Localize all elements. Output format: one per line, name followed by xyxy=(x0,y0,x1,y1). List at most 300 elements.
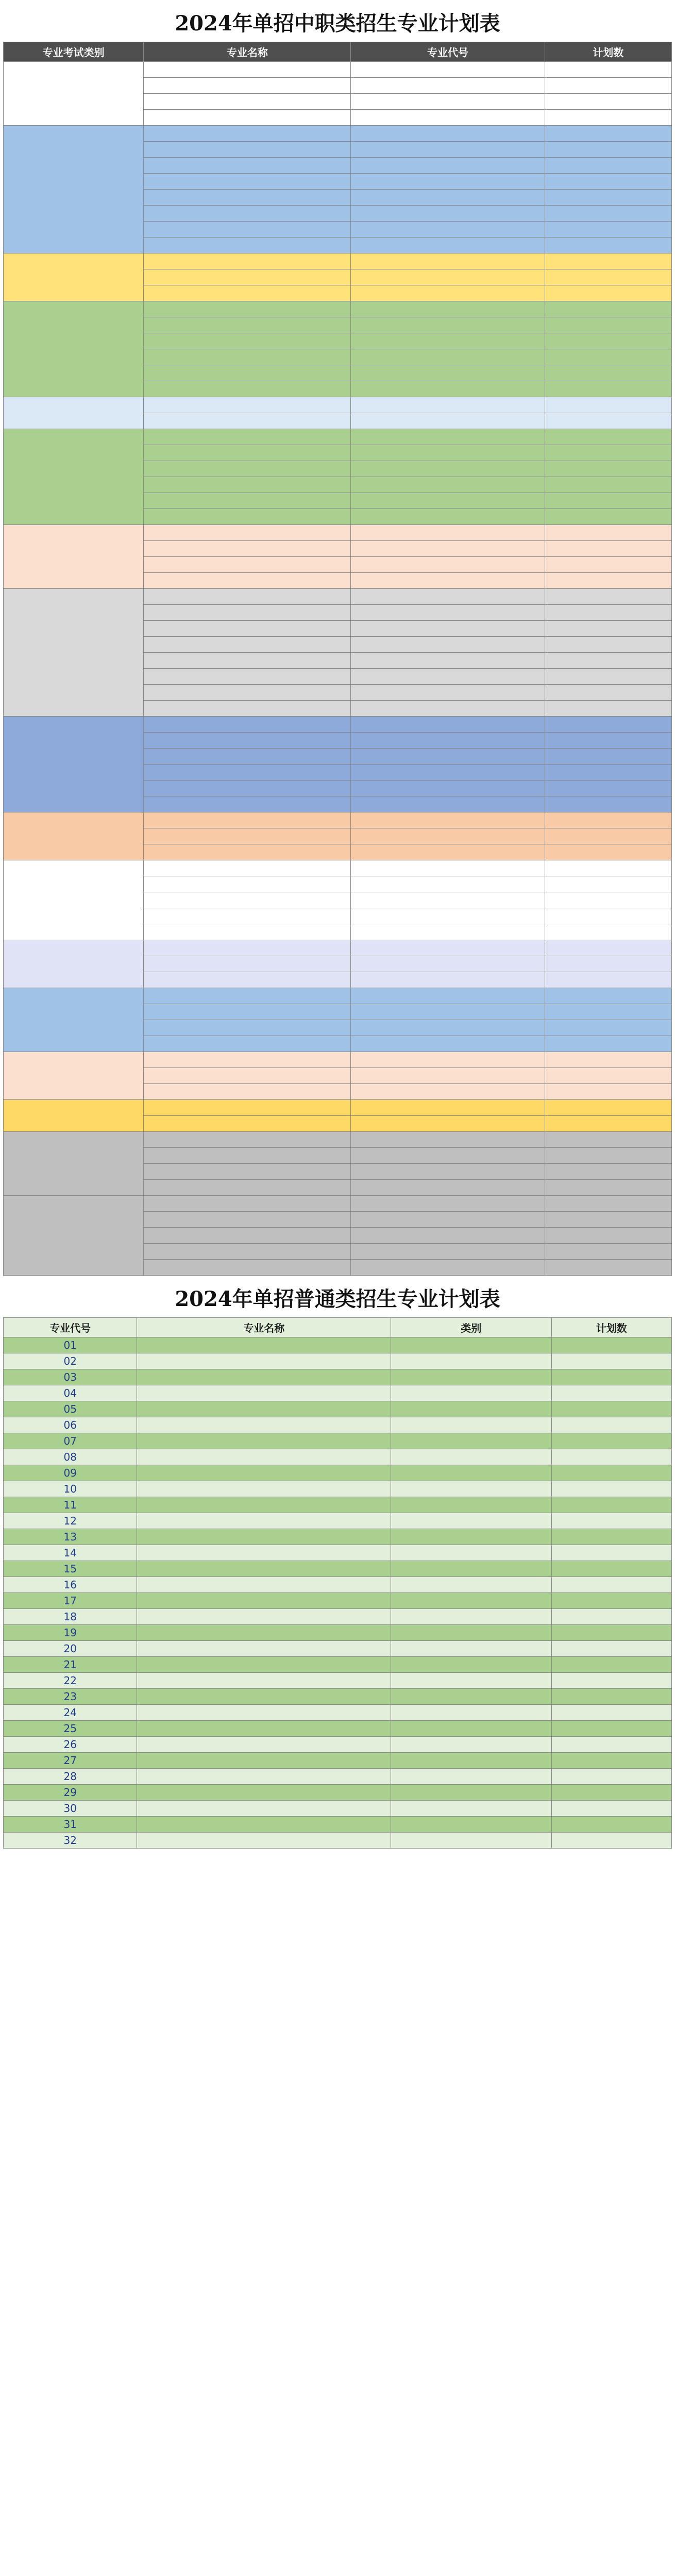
major-name-cell xyxy=(144,637,351,653)
major-name-cell xyxy=(137,1465,391,1481)
plan-count-cell xyxy=(551,1721,671,1737)
major-name-cell xyxy=(144,1260,351,1276)
major-code-cell: 31 xyxy=(4,1817,137,1833)
plan-count-cell xyxy=(545,860,671,876)
type-cell xyxy=(391,1577,551,1593)
major-code-cell xyxy=(351,749,545,765)
major-code-cell xyxy=(351,1020,545,1036)
table-row xyxy=(4,1801,672,1817)
major-code-cell xyxy=(351,589,545,605)
plan-count-cell xyxy=(545,206,671,222)
category-cell xyxy=(4,717,144,812)
table-row xyxy=(4,812,672,828)
plan-count-cell xyxy=(545,781,671,796)
major-name-cell xyxy=(137,1721,391,1737)
major-code-cell xyxy=(351,892,545,908)
major-name-cell xyxy=(144,669,351,685)
major-name-cell xyxy=(144,605,351,621)
major-name-cell xyxy=(144,126,351,142)
major-code-cell: 08 xyxy=(4,1449,137,1465)
major-name-cell xyxy=(144,1180,351,1196)
plan-count-cell xyxy=(551,1689,671,1705)
major-code-cell: 09 xyxy=(4,1465,137,1481)
major-code-cell: 16 xyxy=(4,1577,137,1593)
major-name-cell xyxy=(137,1513,391,1529)
table-row xyxy=(4,1449,672,1465)
plan-count-cell xyxy=(545,238,671,253)
major-code-cell xyxy=(351,174,545,190)
table-row xyxy=(4,1625,672,1641)
plan-count-cell xyxy=(551,1737,671,1753)
type-cell xyxy=(391,1641,551,1657)
plan-count-cell xyxy=(545,493,671,509)
plan-count-cell xyxy=(545,573,671,589)
major-name-cell xyxy=(144,349,351,365)
type-cell xyxy=(391,1657,551,1673)
header-code: 专业代号 xyxy=(4,1318,137,1337)
type-cell xyxy=(391,1529,551,1545)
plan-count-cell xyxy=(545,1052,671,1068)
table-row xyxy=(4,1657,672,1673)
plan-count-cell xyxy=(551,1609,671,1625)
major-name-cell xyxy=(137,1353,391,1369)
type-cell xyxy=(391,1737,551,1753)
major-code-cell xyxy=(351,413,545,429)
major-code-cell xyxy=(351,796,545,812)
plan-count-cell xyxy=(551,1401,671,1417)
plan-count-cell xyxy=(545,1228,671,1244)
major-code-cell xyxy=(351,158,545,174)
table-row xyxy=(4,1369,672,1385)
type-cell xyxy=(391,1433,551,1449)
type-cell xyxy=(391,1561,551,1577)
major-name-cell xyxy=(144,541,351,557)
plan-count-cell xyxy=(551,1449,671,1465)
major-code-cell xyxy=(351,525,545,541)
plan-count-cell xyxy=(551,1497,671,1513)
major-name-cell xyxy=(144,796,351,812)
category-cell xyxy=(4,525,144,589)
major-name-cell xyxy=(144,222,351,238)
major-code-cell xyxy=(351,1036,545,1052)
major-code-cell xyxy=(351,1180,545,1196)
major-code-cell xyxy=(351,190,545,206)
major-name-cell xyxy=(144,301,351,317)
category-cell xyxy=(4,812,144,860)
major-name-cell xyxy=(144,749,351,765)
plan-count-cell xyxy=(545,349,671,365)
major-code-cell: 01 xyxy=(4,1337,137,1353)
major-code-cell xyxy=(351,637,545,653)
table-row xyxy=(4,1481,672,1497)
major-code-cell: 19 xyxy=(4,1625,137,1641)
plan-count-cell xyxy=(551,1417,671,1433)
table-row xyxy=(4,1052,672,1068)
major-name-cell xyxy=(137,1401,391,1417)
major-name-cell xyxy=(137,1833,391,1849)
major-name-cell xyxy=(137,1497,391,1513)
major-code-cell xyxy=(351,557,545,573)
table-row xyxy=(4,1132,672,1148)
major-name-cell xyxy=(144,908,351,924)
major-code-cell: 05 xyxy=(4,1401,137,1417)
major-code-cell xyxy=(351,828,545,844)
major-name-cell xyxy=(137,1545,391,1561)
major-name-cell xyxy=(144,110,351,126)
major-code-cell xyxy=(351,1164,545,1180)
plan-count-cell xyxy=(545,78,671,94)
plan-count-cell xyxy=(545,1148,671,1164)
category-cell xyxy=(4,126,144,253)
major-name-cell xyxy=(144,413,351,429)
table-row xyxy=(4,1196,672,1212)
table-row xyxy=(4,1593,672,1609)
plan-count-cell xyxy=(545,110,671,126)
major-code-cell xyxy=(351,397,545,413)
table-row xyxy=(4,1737,672,1753)
major-code-cell xyxy=(351,605,545,621)
header-code: 专业代号 xyxy=(351,42,545,62)
plan-count-cell xyxy=(545,828,671,844)
major-name-cell xyxy=(137,1769,391,1785)
table-row xyxy=(4,397,672,413)
major-code-cell xyxy=(351,62,545,78)
major-name-cell xyxy=(144,477,351,493)
plan-count-cell xyxy=(551,1577,671,1593)
major-name-cell xyxy=(144,1228,351,1244)
plan-count-cell xyxy=(551,1753,671,1769)
major-name-cell xyxy=(144,844,351,860)
major-name-cell xyxy=(144,1084,351,1100)
major-code-cell xyxy=(351,541,545,557)
plan-count-cell xyxy=(545,477,671,493)
major-name-cell xyxy=(144,397,351,413)
major-code-cell xyxy=(351,1196,545,1212)
major-code-cell xyxy=(351,110,545,126)
plan-count-cell xyxy=(551,1705,671,1721)
type-cell xyxy=(391,1785,551,1801)
major-code-cell: 02 xyxy=(4,1353,137,1369)
plan-count-cell xyxy=(545,876,671,892)
table-row xyxy=(4,1561,672,1577)
major-code-cell xyxy=(351,1260,545,1276)
type-cell xyxy=(391,1721,551,1737)
plan-count-cell xyxy=(545,461,671,477)
plan-count-cell xyxy=(545,988,671,1004)
major-name-cell xyxy=(144,253,351,269)
major-name-cell xyxy=(144,940,351,956)
major-code-cell: 26 xyxy=(4,1737,137,1753)
table-row xyxy=(4,429,672,445)
major-name-cell xyxy=(137,1385,391,1401)
header-category: 专业考试类别 xyxy=(4,42,144,62)
major-code-cell xyxy=(351,956,545,972)
major-code-cell xyxy=(351,365,545,381)
table-row xyxy=(4,1641,672,1657)
major-name-cell xyxy=(144,285,351,301)
type-cell xyxy=(391,1705,551,1721)
plan-count-cell xyxy=(545,1212,671,1228)
category-cell xyxy=(4,1100,144,1132)
table-row xyxy=(4,1433,672,1449)
major-code-cell: 14 xyxy=(4,1545,137,1561)
major-code-cell xyxy=(351,844,545,860)
table1-body xyxy=(4,62,672,1276)
plan-count-cell xyxy=(545,1196,671,1212)
major-code-cell xyxy=(351,126,545,142)
header-major: 专业名称 xyxy=(144,42,351,62)
type-cell xyxy=(391,1497,551,1513)
type-cell xyxy=(391,1545,551,1561)
plan-count-cell xyxy=(545,174,671,190)
table-row xyxy=(4,1753,672,1769)
type-cell xyxy=(391,1513,551,1529)
table2-header-row xyxy=(4,1318,672,1337)
category-cell xyxy=(4,940,144,988)
major-name-cell xyxy=(137,1337,391,1353)
plan-count-cell xyxy=(551,1545,671,1561)
major-name-cell xyxy=(144,461,351,477)
major-name-cell xyxy=(144,1020,351,1036)
major-name-cell xyxy=(144,573,351,589)
major-name-cell xyxy=(144,190,351,206)
major-code-cell xyxy=(351,924,545,940)
major-name-cell xyxy=(137,1417,391,1433)
plan-count-cell xyxy=(545,796,671,812)
major-name-cell xyxy=(144,62,351,78)
plan-count-cell xyxy=(545,1164,671,1180)
plan-count-cell xyxy=(545,142,671,158)
plan-count-cell xyxy=(545,589,671,605)
major-name-cell xyxy=(144,1212,351,1228)
category-cell xyxy=(4,62,144,126)
plan-count-cell xyxy=(545,445,671,461)
major-name-cell xyxy=(144,589,351,605)
table1-header-row xyxy=(4,42,672,62)
major-code-cell xyxy=(351,669,545,685)
plan-count-cell xyxy=(551,1433,671,1449)
plan-count-cell xyxy=(545,892,671,908)
plan-count-cell xyxy=(545,1020,671,1036)
major-code-cell: 18 xyxy=(4,1609,137,1625)
major-name-cell xyxy=(144,621,351,637)
type-cell xyxy=(391,1673,551,1689)
major-name-cell xyxy=(137,1673,391,1689)
table-row xyxy=(4,1673,672,1689)
major-code-cell: 32 xyxy=(4,1833,137,1849)
major-name-cell xyxy=(144,956,351,972)
major-code-cell: 07 xyxy=(4,1433,137,1449)
header-plan: 计划数 xyxy=(551,1318,671,1337)
plan-count-cell xyxy=(551,1513,671,1529)
table-row xyxy=(4,62,672,78)
plan-count-cell xyxy=(545,765,671,781)
major-name-cell xyxy=(137,1433,391,1449)
plan-count-cell xyxy=(545,749,671,765)
plan-count-cell xyxy=(545,1260,671,1276)
major-code-cell: 28 xyxy=(4,1769,137,1785)
plan-count-cell xyxy=(545,956,671,972)
plan-count-cell xyxy=(545,685,671,701)
major-code-cell xyxy=(351,1068,545,1084)
major-code-cell xyxy=(351,269,545,285)
type-cell xyxy=(391,1833,551,1849)
major-code-cell xyxy=(351,317,545,333)
table-row xyxy=(4,1689,672,1705)
major-name-cell xyxy=(144,174,351,190)
table-row xyxy=(4,860,672,876)
major-name-cell xyxy=(144,717,351,733)
table-row xyxy=(4,1353,672,1369)
table-row xyxy=(4,1721,672,1737)
major-name-cell xyxy=(144,78,351,94)
major-name-cell xyxy=(137,1705,391,1721)
type-cell xyxy=(391,1385,551,1401)
major-code-cell: 06 xyxy=(4,1417,137,1433)
major-code-cell xyxy=(351,222,545,238)
major-code-cell: 10 xyxy=(4,1481,137,1497)
type-cell xyxy=(391,1481,551,1497)
vocational-plan-table xyxy=(3,42,672,1276)
category-cell xyxy=(4,988,144,1052)
major-code-cell xyxy=(351,238,545,253)
type-cell xyxy=(391,1353,551,1369)
plan-count-cell xyxy=(545,844,671,860)
category-cell xyxy=(4,1196,144,1276)
table-row xyxy=(4,525,672,541)
major-name-cell xyxy=(144,206,351,222)
table-row xyxy=(4,1833,672,1849)
major-code-cell xyxy=(351,381,545,397)
plan-count-cell xyxy=(545,190,671,206)
major-code-cell xyxy=(351,1100,545,1116)
major-code-cell xyxy=(351,988,545,1004)
type-cell xyxy=(391,1369,551,1385)
major-code-cell xyxy=(351,78,545,94)
major-name-cell xyxy=(137,1817,391,1833)
major-name-cell xyxy=(144,269,351,285)
plan-count-cell xyxy=(545,653,671,669)
major-code-cell xyxy=(351,206,545,222)
major-code-cell: 15 xyxy=(4,1561,137,1577)
general-plan-table xyxy=(3,1317,672,1849)
table-row xyxy=(4,1529,672,1545)
major-name-cell xyxy=(144,1196,351,1212)
table-row xyxy=(4,1401,672,1417)
major-code-cell xyxy=(351,653,545,669)
category-cell xyxy=(4,1052,144,1100)
header-major: 专业名称 xyxy=(137,1318,391,1337)
category-cell xyxy=(4,253,144,301)
type-cell xyxy=(391,1593,551,1609)
major-name-cell xyxy=(144,158,351,174)
major-code-cell xyxy=(351,1116,545,1132)
plan-count-cell xyxy=(551,1593,671,1609)
major-code-cell xyxy=(351,493,545,509)
plan-count-cell xyxy=(545,509,671,525)
major-code-cell xyxy=(351,253,545,269)
category-cell xyxy=(4,589,144,717)
major-name-cell xyxy=(144,1100,351,1116)
plan-count-cell xyxy=(545,1116,671,1132)
plan-count-cell xyxy=(545,972,671,988)
plan-count-cell xyxy=(545,1132,671,1148)
plan-count-cell xyxy=(551,1673,671,1689)
major-name-cell xyxy=(137,1577,391,1593)
major-code-cell xyxy=(351,573,545,589)
type-cell xyxy=(391,1753,551,1769)
plan-count-cell xyxy=(545,301,671,317)
table-row xyxy=(4,1465,672,1481)
category-cell xyxy=(4,429,144,525)
major-code-cell: 27 xyxy=(4,1753,137,1769)
major-name-cell xyxy=(137,1369,391,1385)
plan-count-cell xyxy=(545,1036,671,1052)
major-code-cell xyxy=(351,285,545,301)
plan-count-cell xyxy=(545,557,671,573)
type-cell xyxy=(391,1609,551,1625)
table-row xyxy=(4,1817,672,1833)
type-cell xyxy=(391,1817,551,1833)
plan-count-cell xyxy=(545,525,671,541)
plan-count-cell xyxy=(551,1817,671,1833)
table-row xyxy=(4,301,672,317)
plan-count-cell xyxy=(545,605,671,621)
table-row xyxy=(4,1513,672,1529)
table-row xyxy=(4,940,672,956)
major-name-cell xyxy=(144,1068,351,1084)
major-name-cell xyxy=(137,1625,391,1641)
category-cell xyxy=(4,397,144,429)
major-name-cell xyxy=(144,525,351,541)
plan-count-cell xyxy=(545,669,671,685)
plan-count-cell xyxy=(551,1481,671,1497)
plan-count-cell xyxy=(545,908,671,924)
table-row xyxy=(4,1497,672,1513)
plan-count-cell xyxy=(545,701,671,717)
category-cell xyxy=(4,1132,144,1196)
major-name-cell xyxy=(144,972,351,988)
plan-count-cell xyxy=(545,429,671,445)
plan-count-cell xyxy=(545,381,671,397)
header-type: 类别 xyxy=(391,1318,551,1337)
type-cell xyxy=(391,1337,551,1353)
major-name-cell xyxy=(137,1609,391,1625)
major-code-cell xyxy=(351,765,545,781)
major-name-cell xyxy=(144,892,351,908)
table1-title: 2024年单招中职类招生专业计划表 xyxy=(175,11,500,36)
major-name-cell xyxy=(144,509,351,525)
major-code-cell: 25 xyxy=(4,1721,137,1737)
major-code-cell xyxy=(351,1052,545,1068)
plan-count-cell xyxy=(551,1561,671,1577)
plan-count-cell xyxy=(551,1801,671,1817)
major-name-cell xyxy=(144,988,351,1004)
major-code-cell xyxy=(351,717,545,733)
plan-count-cell xyxy=(545,541,671,557)
plan-count-cell xyxy=(551,1465,671,1481)
plan-count-cell xyxy=(545,940,671,956)
major-name-cell xyxy=(144,781,351,796)
table-row xyxy=(4,589,672,605)
major-code-cell: 12 xyxy=(4,1513,137,1529)
table-row xyxy=(4,1100,672,1116)
major-name-cell xyxy=(144,653,351,669)
plan-count-cell xyxy=(545,94,671,110)
major-code-cell: 20 xyxy=(4,1641,137,1657)
major-code-cell: 21 xyxy=(4,1657,137,1673)
table-row xyxy=(4,1417,672,1433)
